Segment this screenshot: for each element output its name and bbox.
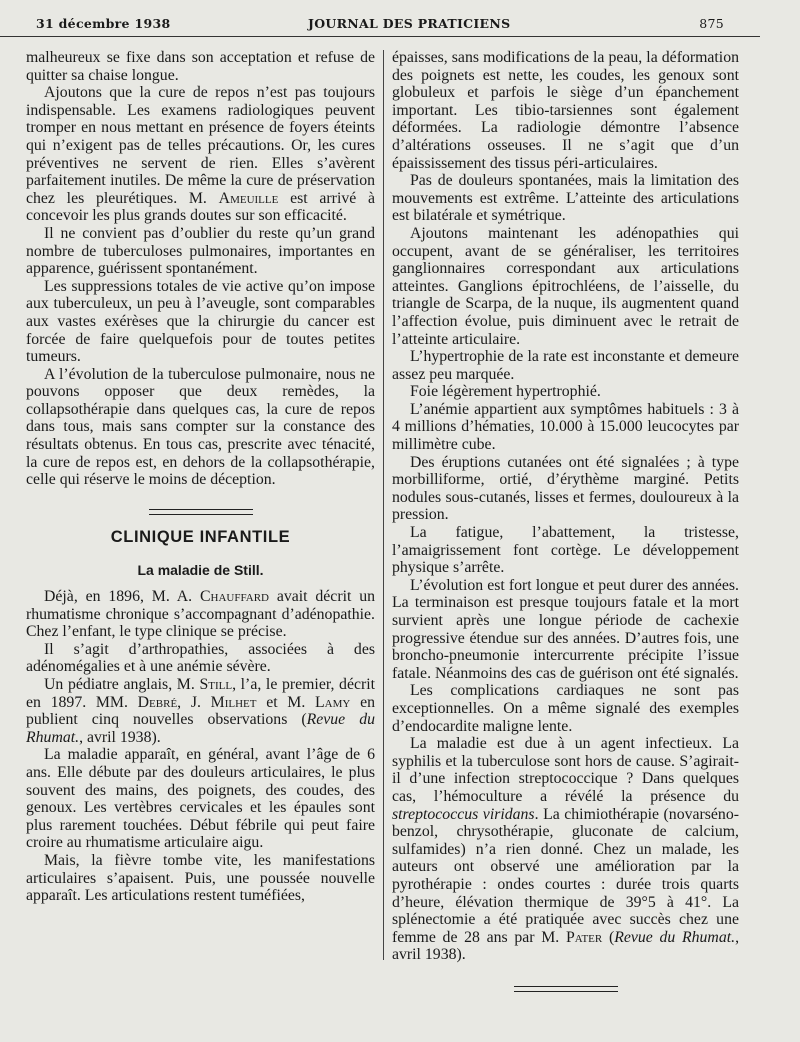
paragraph: La maladie apparaît, en général, avant l’âge de 6 ans. Elle débute par des douleurs articulaires, le plus souvent des mains, des poignets, des coudes, des genoux. Les vertèbres cervicales et les épaules sont plus rarement touchées. Début fébrile qui peut faire croire au rhumatisme articulaire aigu.	[26, 746, 375, 852]
journal-title: JOURNAL DES PRATICIENS	[308, 16, 511, 31]
author-name: Lamy	[315, 693, 351, 711]
right-column	[392, 49, 739, 992]
paragraph: Les complications cardiaques ne sont pas exceptionnelles. On a même signalé des exemples d’endocardite maligne lente.	[392, 682, 739, 735]
paragraph: épaisses, sans modifications de la peau, la déformation des poignets est nette, les coudes, les genoux sont globuleux et parfois le siège d’un épanchement important. Les tibio-tarsiennes sont également déformées. La radiologie démontre l’absence d’altérations osseuses. Il ne s’agit que d’un épaississement des tissus péri-articulaires.	[392, 49, 739, 172]
paragraph: Des éruptions cutanées ont été signalées ; à type morbilliforme, ortié, d’érythème marginé. Petits nodules sous-cutanés, lisses et fermes, douloureux à la pression.	[392, 453, 739, 524]
header-rule	[0, 36, 760, 37]
header-date: 31 décembre 1938	[36, 16, 171, 31]
paragraph: malheureux se fixe dans son acceptation et refuse de quitter sa chaise longue.	[26, 49, 375, 84]
paragraph: Ajoutons que la cure de repos n’est pas toujours indispensable. Les examens radiologiques peuvent tromper en nous mettant en présence de foyers éteints qui n’exigent pas de telles précautions. Or, les cures préventives ne servent de rien. Elles s’avèrent parfaitement inutiles. De même la cure de préservation chez les pleurétiques. M. Ameuille est arrivé à concevoir les plus grands doutes sur son efficacité.	[26, 84, 376, 225]
journal-reference: Revue du Rhumat.	[26, 711, 375, 746]
author-name: Pater	[565, 928, 603, 946]
article-title: La maladie de Still.	[137, 562, 264, 579]
paragraph: Déjà, en 1896, M. A. Chauffard avait décrit un rhumatisme chronique s’accompagnant d’adénopathie. Chez l’enfant, le type clinique se précise.	[26, 588, 376, 641]
paragraph: L’évolution est fort longue et peut durer des années. La terminaison est presque toujours fatale et la mort survient après une longue période de cachexie progressive étendue sur des années. D’autres fois, une broncho-pneumonie intercurrente précipite l’issue fatale. Néanmoins des cas de guérison ont été signalés.	[392, 576, 739, 682]
page-number: 875	[699, 16, 724, 31]
section-title: CLINIQUE INFANTILE	[110, 527, 291, 546]
author-name: Debré	[137, 693, 178, 711]
paragraph: Il ne convient pas d’oublier du reste qu’un grand nombre de tuberculoses pulmonaires, importantes en apparence, guérissent spontanément.	[26, 224, 375, 278]
journal-reference: Revue du Rhumat.	[614, 928, 736, 946]
author-name: Still	[199, 676, 233, 693]
paragraph: Pas de douleurs spontanées, mais la limitation des mouvements est extrême. L’atteinte des articulations est bilatérale et symétrique.	[392, 172, 739, 225]
paragraph: Foie légèrement hypertrophié.	[410, 383, 601, 401]
paragraph: Les suppressions totales de vie active qu’on impose aux tuberculeux, un peu à l’aveugle, sont comparables aux vastes exérèses que la chirurgie du cancer est forcée de faire quelquefois pour de toutes petites tumeurs.	[26, 277, 375, 366]
paragraph: L’anémie appartient aux symptômes habituels : 3 à 4 millions d’hématies, 10.000 à 15.000 leucocytes par millimètre cube.	[392, 400, 739, 454]
paragraph: Mais, la fièvre tombe vite, les manifestations articulaires s’apaisent. Puis, une poussée nouvelle apparaît. Les articulations restent tuméfiées,	[26, 851, 375, 905]
page-header	[36, 14, 800, 36]
column-divider	[383, 50, 384, 960]
author-name: Milhet	[210, 693, 257, 711]
end-divider	[514, 986, 618, 992]
species-name: streptococcus viridans	[392, 805, 535, 823]
paragraph: La maladie est due à un agent infectieux. La syphilis et la tuberculose sont hors de cause. S’agirait-il d’une infection streptococcique ? Dans quelques cas, l’hémoculture a révélé la présence du streptococcus viridans. La chimiothérapie (novarséno-benzol, chrysothérapie, gluconate de calcium, sulfamides) n’a rien donné. Chez un malade, les auteurs ont observé une amélioration par la pyrothérapie : ondes courtes : durée trois quarts d’heure, élévation thermique de 39°5 à 41°. La splénectomie a été pratiquée avec succès chez une femme de 28 ans par M. Pater (Revue du Rhumat., avril 1938).	[392, 735, 740, 964]
section-divider	[149, 509, 253, 515]
paragraph: Il s’agit d’arthropathies, associées à des adénomégalies et à une anémie sévère.	[26, 640, 375, 676]
paragraph: Ajoutons maintenant les adénopathies qui occupent, avant de se généraliser, les territoires ganglionnaires correspondant aux articulations atteintes. Ganglions épitrochléens, de l’aisselle, du triangle de Scarpa, de la nuque, ils augmentent quand l’affection évolue, puis diminuent avec le retrait de l’atteinte articulaire.	[392, 224, 739, 348]
paragraph: L’hypertrophie de la rate est inconstante et demeure assez peu marquée.	[392, 348, 739, 383]
paragraph: La fatigue, l’abattement, la tristesse, l’amaigrissement font cortège. Le développement physique s’arrête.	[392, 524, 739, 577]
paragraph: Un pédiatre anglais, M. Still, l’a, le premier, décrit en 1897. MM. Debré, J. Milhet et M. Lamy en publient cinq nouvelles observations (Revue du Rhumat., avril 1938).	[26, 676, 376, 746]
left-column	[26, 49, 375, 905]
author-name: Chauffard	[199, 588, 269, 606]
author-name: Ameuille	[218, 189, 279, 207]
paragraph: A l’évolution de la tuberculose pulmonaire, nous ne pouvons opposer que deux remèdes, la collapsothérapie dans quelques cas, la cure de repos dans tous, mais sans compter sur la constance des résultats obtenus. En tous cas, prescrite avec ténacité, la cure de repos est, en dehors de la collapsothérapie, celle qui réserve le moins de déception.	[26, 365, 375, 489]
